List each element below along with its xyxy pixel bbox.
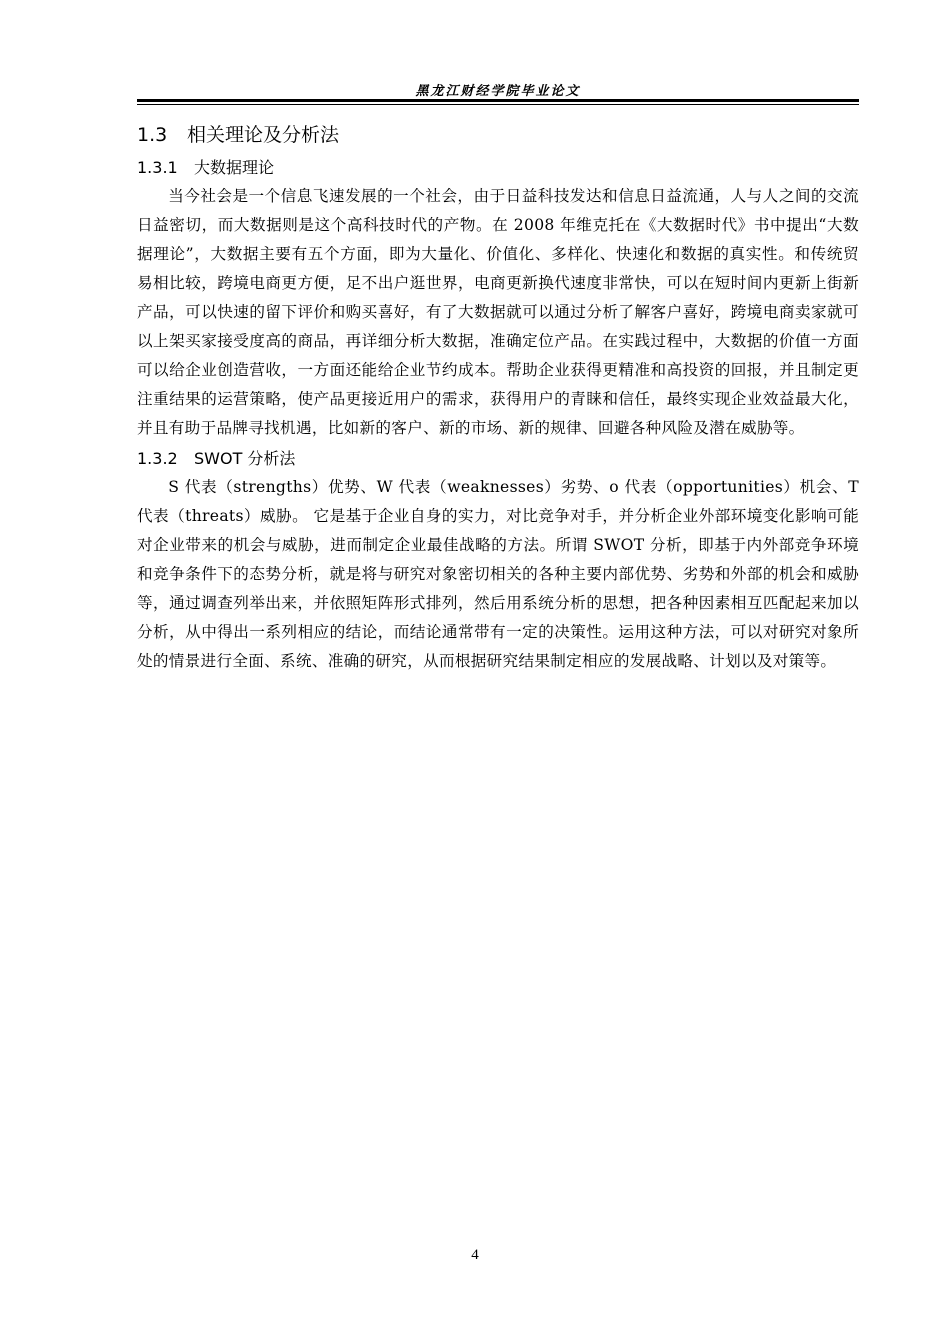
header-rule-thick: [137, 99, 859, 102]
subsection-title: SWOT 分析法: [194, 449, 296, 468]
header-rule-thin: [137, 104, 859, 105]
section-title: 相关理论及分析法: [187, 124, 340, 146]
section-number: 1.3: [137, 124, 168, 146]
section-heading: [137, 118, 859, 152]
subsection-heading-swot: [137, 445, 859, 473]
page-body: [137, 118, 859, 676]
paragraph-swot: S 代表（strengths）优势、W 代表（weaknesses）劣势、o 代表（opportunities）机会、T 代表（threats）威胁。 它是基于企业自身的实力，对比竞争对手，并分析企业外部环境变化影响可能对企业带来的机会与威胁，进而制定企业最佳战略的方法。所谓 SWOT 分析，即基于内外部竞争环境和竞争条件下的态势分析，就是将与研究对象密切相关的各种主要内部优势、劣势和外部的机会和威胁等，通过调查列举出来，并依照矩阵形式排列，然后用系统分析的思想，把各种因素相互匹配起来加以分析，从中得出一系列相应的结论，而结论通常带有一定的决策性。运用这种方法，可以对研究对象所处的情景进行全面、系统、准确的研究，从而根据研究结果制定相应的发展战略、计划以及对策等。: [137, 478, 859, 670]
subsection-heading-big-data: [137, 154, 859, 182]
subsection-number: 1.3.2: [137, 449, 178, 468]
running-header-title: 黑龙江财经学院毕业论文: [415, 84, 581, 99]
page-number: 4: [471, 1247, 479, 1263]
subsection-title: 大数据理论: [194, 158, 275, 177]
paragraph-big-data: 当今社会是一个信息飞速发展的一个社会，由于日益科技发达和信息日益流通，人与人之间的交流日益密切，而大数据则是这个高科技时代的产物。在 2008 年维克托在《大数据时代》书中提出“大数据理论”，大数据主要有五个方面，即为大量化、价值化、多样化、快速化和数据的真实性。和传统贸易相比较，跨境电商更方便，足不出户逛世界，电商更新换代速度非常快，可以在短时间内更新上街新产品，可以快速的留下评价和购买喜好，有了大数据就可以通过分析了解客户喜好，跨境电商卖家就可以上架买家接受度高的商品，再详细分析大数据，准确定位产品。在实践过程中，大数据的价值一方面可以给企业创造营收，一方面还能给企业节约成本。帮助企业获得更精准和高投资的回报，并且制定更注重结果的运营策略，使产品更接近用户的需求，获得用户的青睐和信任，最终实现企业效益最大化，并且有助于品牌寻找机遇，比如新的客户、新的市场、新的规律、回避各种风险及潜在威胁等。: [137, 187, 859, 437]
subsection-number: 1.3.1: [137, 158, 178, 177]
